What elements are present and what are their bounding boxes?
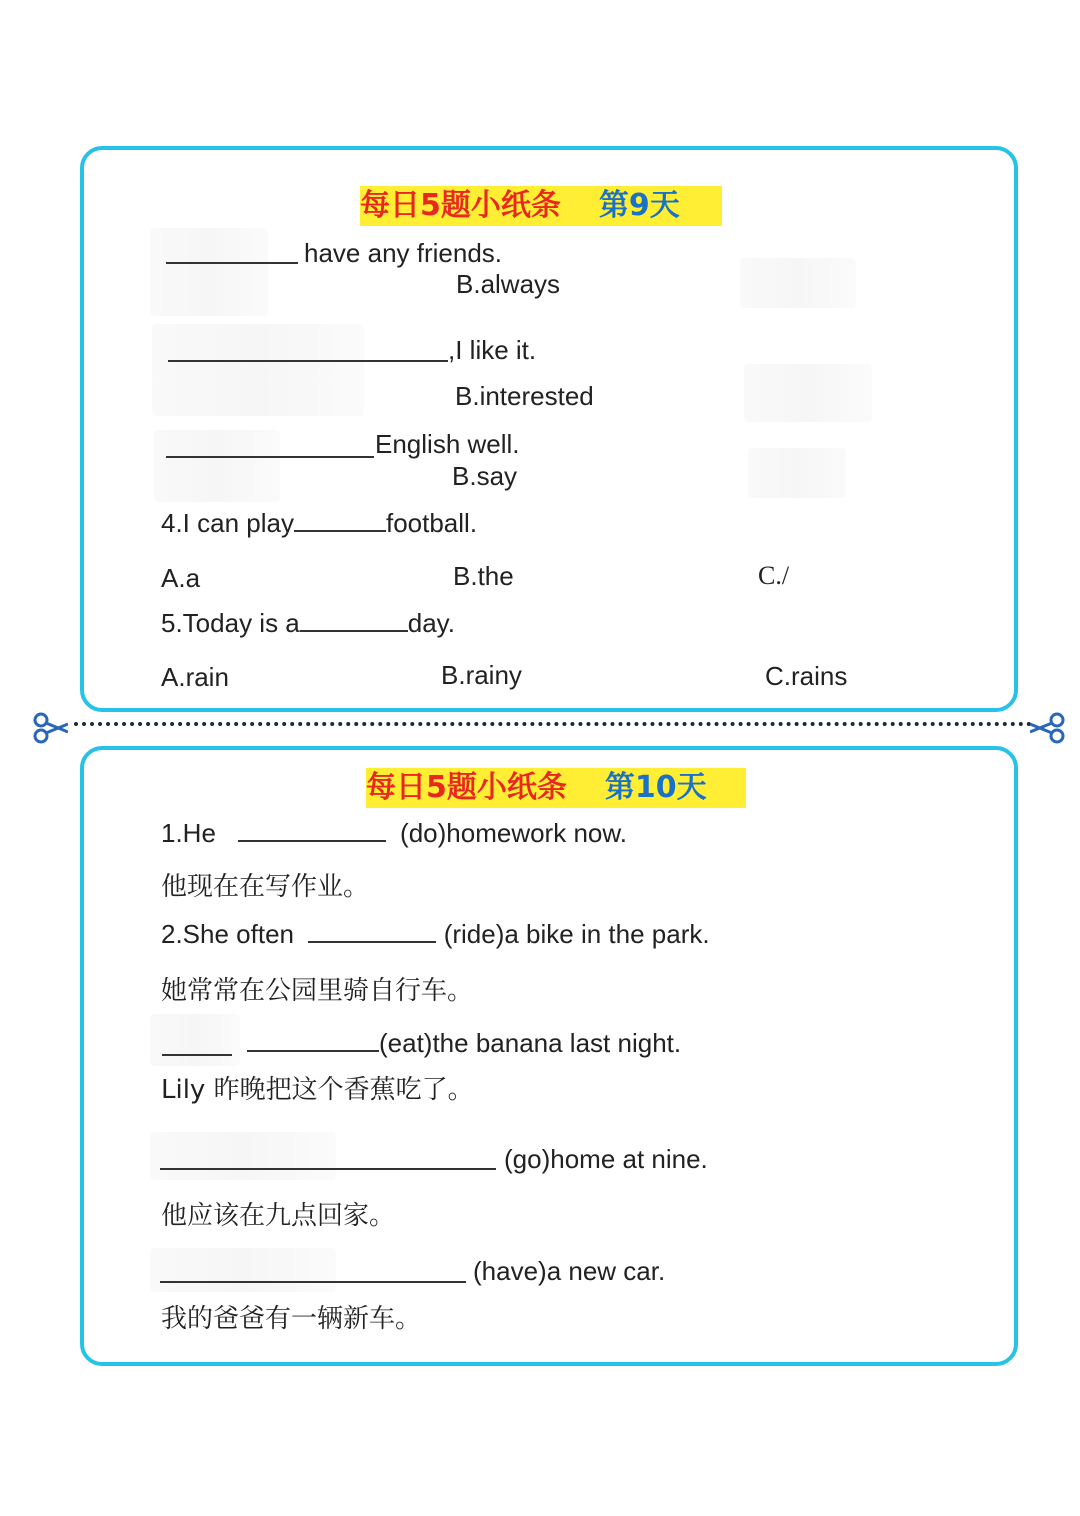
day10-q1-prefix: 1.He <box>161 818 216 848</box>
day10-q1-hint: (do)homework now. <box>400 818 627 848</box>
day9-q4-option-c: C./ <box>758 561 790 590</box>
cut-line <box>74 722 1032 726</box>
scissors-icon <box>32 710 68 746</box>
blurred-region <box>152 324 364 416</box>
day10-q2-line <box>161 921 710 947</box>
answer-blank <box>308 921 436 943</box>
blurred-region <box>150 1248 336 1292</box>
blurred-region <box>740 258 856 308</box>
day9-q4-option-a: A.a <box>161 563 201 593</box>
day10-q2-cn: 她常常在公园里骑自行车。 <box>161 976 474 1006</box>
blurred-region <box>748 448 846 498</box>
day9-q4-stem-before: 4.I can play <box>161 508 294 538</box>
day10-q4-cn: 他应该在九点回家。 <box>161 1201 396 1231</box>
answer-blank <box>166 456 374 458</box>
day9-title <box>360 186 722 226</box>
day9-q3-stem: English well. <box>375 429 520 459</box>
answer-blank <box>238 820 386 842</box>
day10-q5-hint: (have)a new car. <box>473 1256 666 1286</box>
day9-title-left: 每日5题小纸条 <box>360 188 561 223</box>
day10-q5-cn: 我的爸爸有一辆新车。 <box>161 1304 422 1334</box>
day9-q5-stem <box>161 610 455 636</box>
answer-blank <box>160 1168 496 1170</box>
blurred-region <box>150 1014 240 1066</box>
scissors-icon <box>1030 710 1066 746</box>
day9-q3-option-b: B.say <box>452 461 518 491</box>
day9-q1-stem: have any friends. <box>304 238 503 268</box>
day9-q4-option-b: B.the <box>453 561 514 591</box>
blurred-region <box>150 228 268 316</box>
day10-title-right: 第10天 <box>604 770 707 805</box>
day9-q5-option-a: A.rain <box>161 662 229 692</box>
day9-q5-option-c: C.rains <box>765 661 848 691</box>
day10-title <box>366 768 746 808</box>
answer-blank <box>168 360 448 362</box>
day10-title-left: 每日5题小纸条 <box>366 770 567 805</box>
answer-blank <box>247 1030 379 1052</box>
day9-q4-stem <box>161 510 477 536</box>
day9-q4-stem-after: football. <box>385 508 478 538</box>
day9-q1-option-b: B.always <box>456 269 561 299</box>
answer-blank <box>162 1054 232 1056</box>
day9-q2-stem: ,I like it. <box>448 335 537 365</box>
day10-q1-cn: 他现在在写作业。 <box>161 872 370 902</box>
day10-q1-line <box>161 820 627 846</box>
day10-q3-line <box>247 1030 681 1056</box>
day10-q2-hint: (ride)a bike in the park. <box>443 919 710 949</box>
day10-q2-prefix: 2.She often <box>161 919 294 949</box>
day9-title-right: 第9天 <box>598 188 680 223</box>
day10-q3-hint: (eat)the banana last night. <box>379 1028 682 1058</box>
answer-blank <box>160 1281 466 1283</box>
blurred-region <box>154 430 280 502</box>
blurred-region <box>150 1132 336 1180</box>
answer-blank <box>294 510 386 532</box>
day10-q4-hint: (go)home at nine. <box>504 1144 708 1174</box>
day9-q5-stem-before: 5.Today is a <box>161 608 300 638</box>
blurred-region <box>744 364 872 422</box>
day10-q3-cn: Lily 昨晚把这个香蕉吃了。 <box>161 1075 474 1105</box>
answer-blank <box>166 262 298 264</box>
answer-blank <box>300 610 408 632</box>
day9-q2-option-b: B.interested <box>455 381 594 411</box>
day9-q5-stem-after: day. <box>407 608 455 638</box>
day9-q5-option-b: B.rainy <box>441 660 522 690</box>
